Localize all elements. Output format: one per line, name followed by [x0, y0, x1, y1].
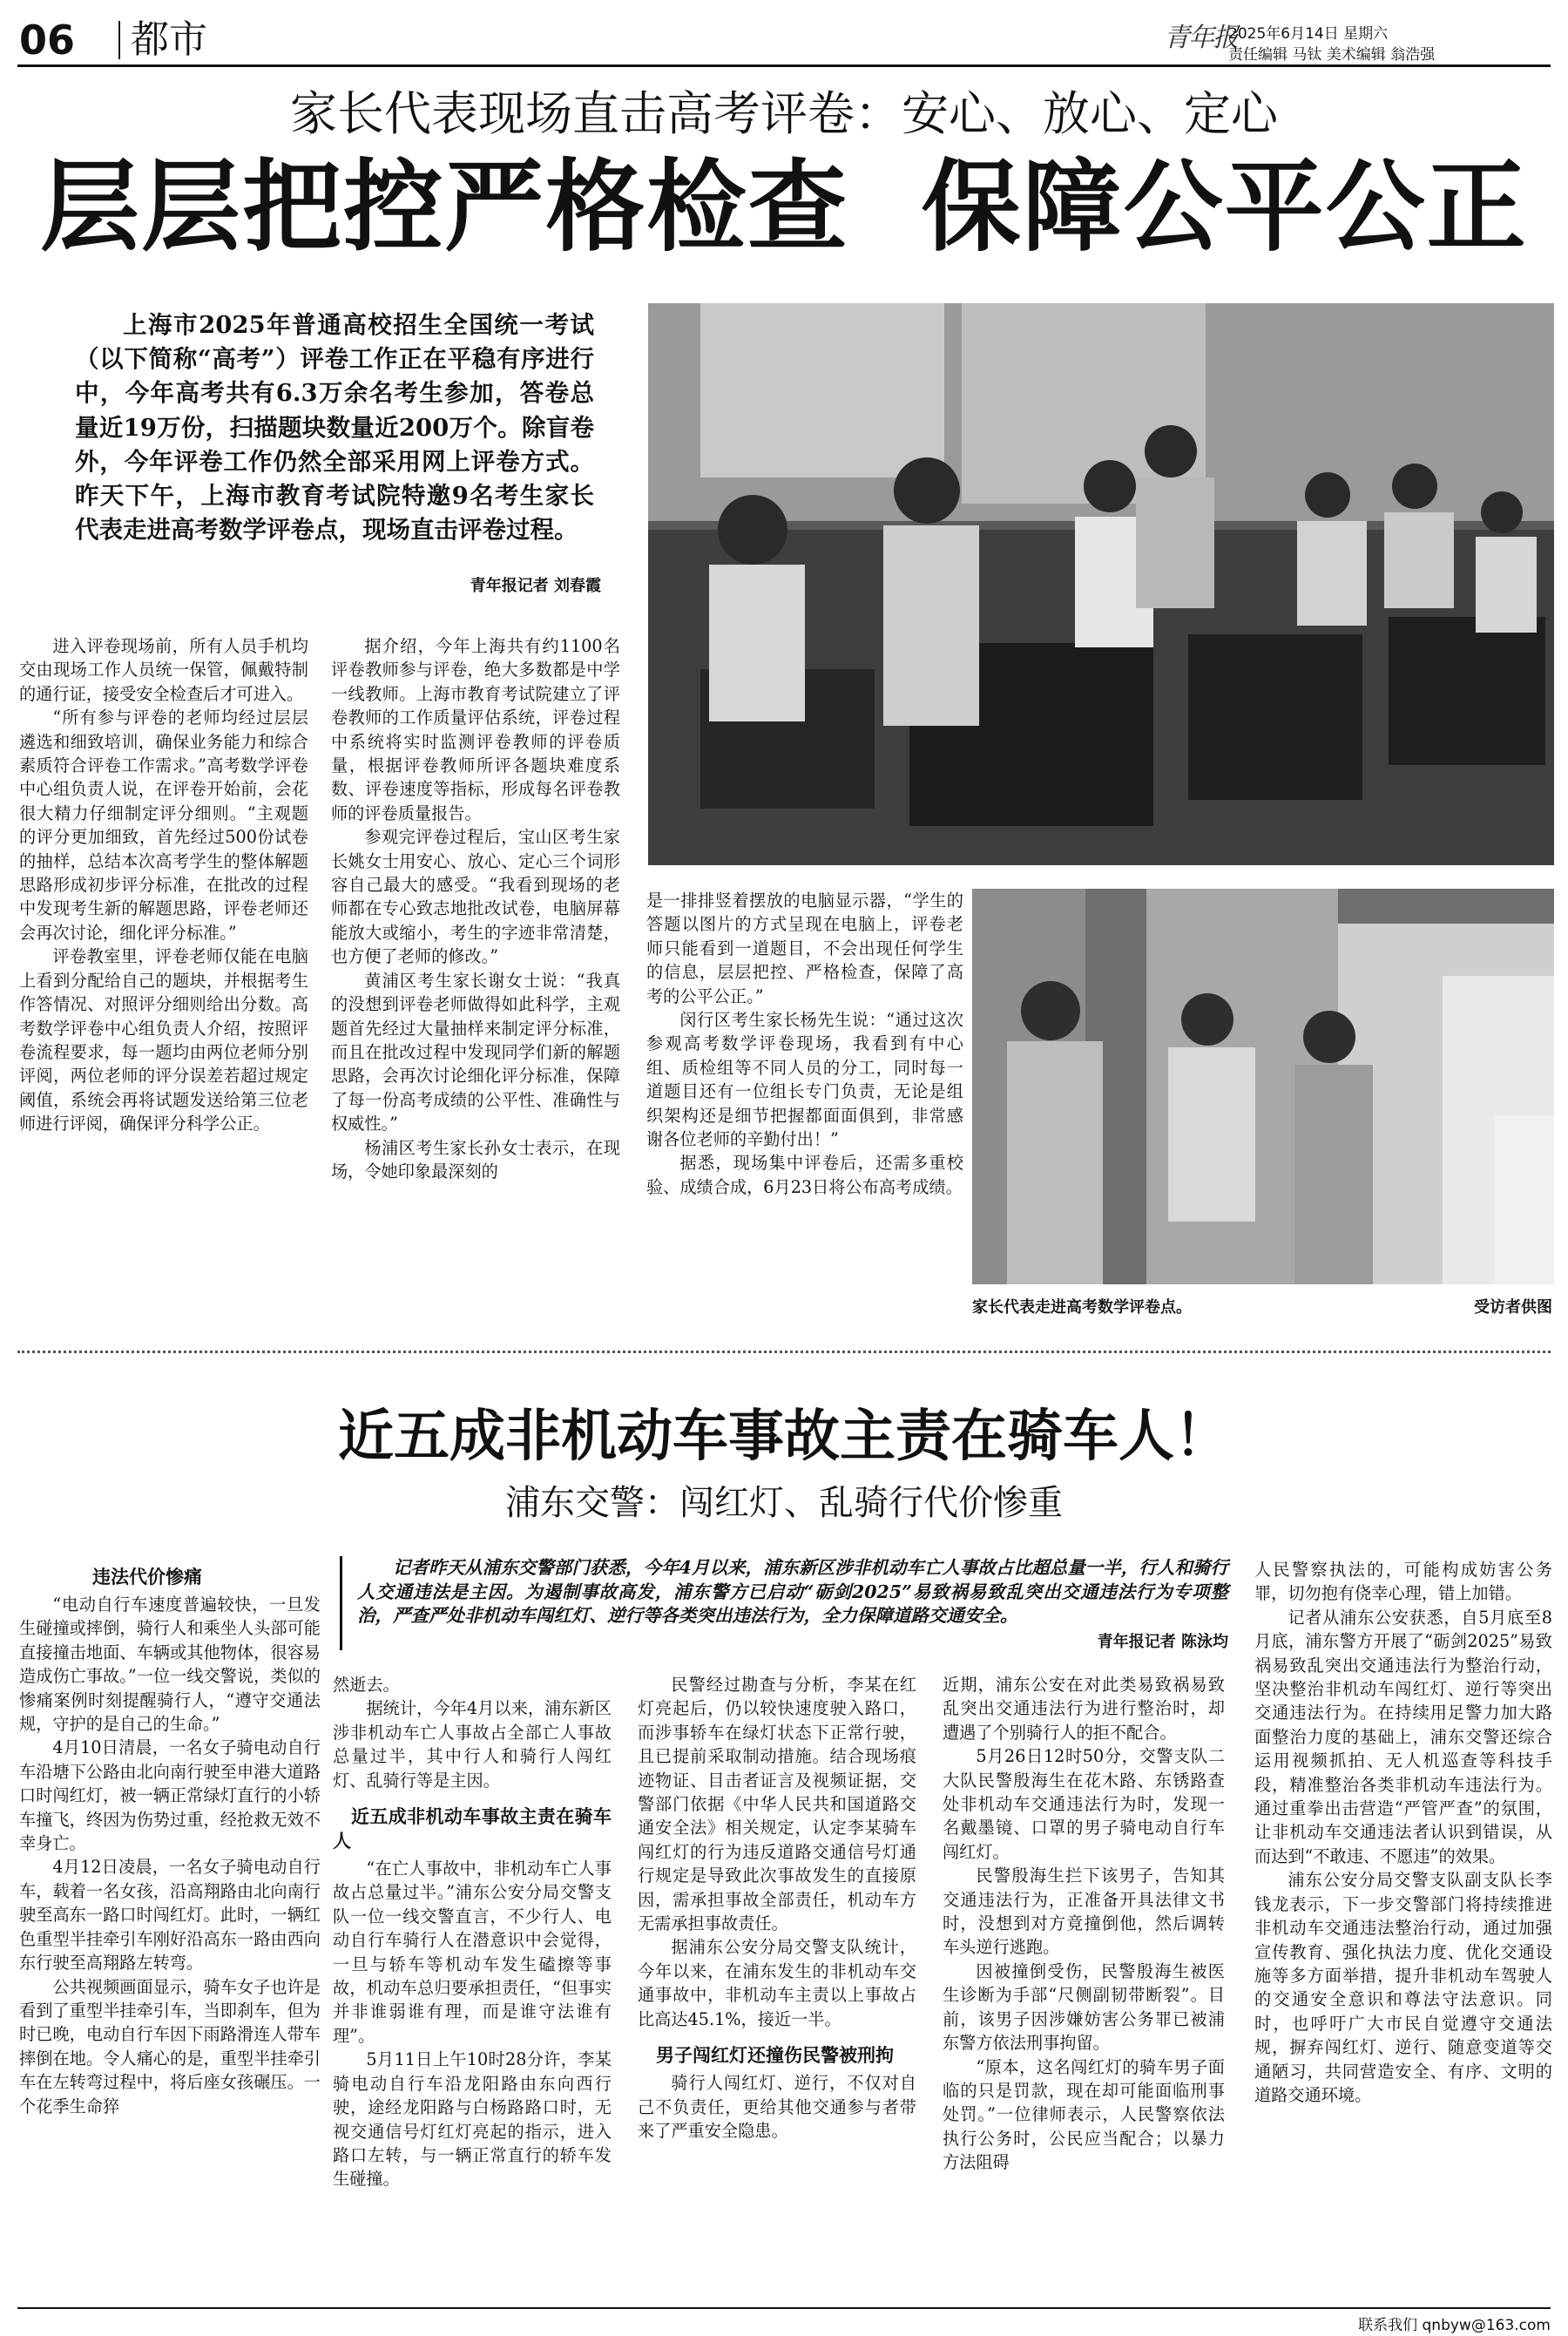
- article2-lead-text: 记者昨天从浦东交警部门获悉，今年4月以来，浦东新区涉非机动车亡人事故占比超总量一半，行人和骑行人交通违法是主因。为遏制事故高发，浦东警方已启动“砺剑2025”易致祸易致乱突出交通违法行为专项整治，严查严处非机动车闯红灯、逆行等各类突出违法行为，全力保障道路交通安全。: [357, 1557, 1228, 1626]
- paragraph: 5月26日12时50分，交警支队二大队民警殷海生在花木路、东锈路查处非机动车交通违法行为时，发现一名戴墨镜、口罩的男子骑电动自行车闯红灯。: [943, 1746, 1225, 1862]
- paragraph: 黄浦区考生家长谢女士说：“我真的没想到评卷老师做得如此科学，主观题首先经过大量抽样来制定评分标准，而且在批改过程中发现同学们新的解题思路，会再次讨论细化评分标准，保障了每一份高考成绩的公平性、准确性与权威性。”: [331, 970, 620, 1134]
- paragraph: 闵行区考生家长杨先生说：“通过这次参观高考数学评卷现场，我看到有中心组、质检组等不同人员的分工，同时每一道题目还有一位组长专门负责，无论是组织架构还是细节把握都面面俱到，非常感谢各位老师的辛勤付出！”: [646, 1010, 963, 1150]
- paragraph: 近期，浦东公安在对此类易致祸易致乱突出交通违法行为进行整治时，却遭遇了个别骑行人的拒不配合。: [943, 1675, 1225, 1743]
- article2-lead: [357, 1556, 1228, 1628]
- header-rule: [17, 64, 1551, 67]
- masthead-logo: 青年报: [1164, 23, 1237, 53]
- photo-caption: 家长代表走进高考数学评卷点。: [972, 1298, 1192, 1317]
- paragraph: 参观完评卷过程后，宝山区考生家长姚女士用安心、放心、定心三个词形容自己最大的感受。“我看到现场的老师都在专心致志地批改试卷，电脑屏幕能放大或缩小，考生的字迹非常清楚，也方便了老师的修改。”: [331, 827, 620, 967]
- article2-headline: 近五成非机动车事故主责在骑车人！: [338, 1405, 1230, 1469]
- paragraph: 据统计，今年4月以来，浦东新区涉非机动车亡人事故占全部亡人事故总量过半，其中行人和骑行人闯红灯、乱骑行等是主因。: [333, 1698, 612, 1791]
- marking-room-photo: [648, 303, 1554, 865]
- subheading: 违法代价惨痛: [92, 1567, 202, 1588]
- paragraph: 人民警察执法的，可能构成妨害公务罪，切勿抱有侥幸心理，错上加错。: [1254, 1560, 1552, 1604]
- article2-byline: 青年报记者 陈泳均: [1097, 1633, 1228, 1651]
- photo-credit: 受访者供图: [1474, 1298, 1552, 1317]
- paragraph: 4月10日清晨，一名女子骑电动自行车沿塘下公路由北向南行驶至申港大道路口时闯红灯，被一辆正常绿灯直行的小轿车撞飞，终因为伤势过重，经抢救无效不幸身亡。: [19, 1737, 321, 1854]
- article2-col1: [19, 1558, 321, 2118]
- paragraph: 据介绍，今年上海共有约1100名评卷教师参与评卷，绝大多数都是中学一线教师。上海市教育考试院建立了评卷教师的工作质量评估系统，评卷过程中系统将实时监测评卷教师的评卷质量，根据评卷教师所评各题块难度系数、评卷速度等指标，形成每名评卷教师的评卷质量报告。: [331, 636, 620, 823]
- subheading: 男子闯红灯还撞伤民警被刑拘: [656, 2045, 894, 2067]
- article1-headline: 层层把控严格检查 保障公平公正: [40, 149, 1528, 265]
- parents-entering-photo-graphic: [972, 889, 1554, 1284]
- paragraph: 民警殷海生拦下该男子，告知其交通违法行为，正准备开具法律文书时，没想到对方竟撞倒他，然后调转车头逆行逃跑。: [943, 1865, 1225, 1958]
- article2-col3: [638, 1673, 916, 2143]
- editors: 责任编辑 马钛 美术编辑 翁浩强: [1228, 46, 1436, 64]
- header-separator: [118, 21, 120, 59]
- article1-lead: [75, 308, 594, 547]
- subheading: 近五成非机动车事故主责在骑车人: [333, 1806, 612, 1852]
- section-divider: [17, 1351, 1551, 1353]
- paragraph: 因被撞倒受伤，民警殷海生被医生诊断为手部“尺侧副韧带断裂”。目前，该男子因涉嫌妨害公务罪已被浦东警方依法刑事拘留。: [943, 1960, 1225, 2054]
- paragraph: 浦东公安分局交警支队副支队长李钱龙表示，下一步交警部门将持续推进非机动车交通违法整治行动，通过加强宣传教育、强化执法力度、优化交通设施等多方面举措，提升非机动车驾驶人的交通安全意识和尊法守法意识。同时，也呼吁广大市民自觉遵守交通法规，摒弃闯红灯、逆行、随意变道等交通陋习，共同营造安全、有序、文明的道路交通环境。: [1254, 1870, 1552, 2105]
- article1-kicker: 家长代表现场直击高考评卷：安心、放心、定心: [290, 86, 1278, 141]
- paragraph: 4月12日凌晨，一名女子骑电动自行车，载着一名女孩，沿高翔路由北向南行驶至高东一路口时闯红灯。此时，一辆红色重型半挂牵引车刚好沿高东一路由西向东行驶至高翔路左转弯。: [19, 1857, 321, 1974]
- paragraph: “所有参与评卷的老师均经过层层遴选和细致培训，确保业务能力和综合素质符合评卷工作需求。”高考数学评卷中心组负责人说，在评卷开始前，会花很大精力仔细制定评分细则。“主观题的评分更加细致，首先经过500份试卷的抽样，总结本次高考学生的整体解题思路形成初步评分标准，在批改的过程中发现考生新的解题思路，评卷老师还会再次讨论，细化评分标准。”: [19, 708, 308, 943]
- parents-entering-photo: [972, 889, 1554, 1284]
- article1-lead-text: 上海市2025年普通高校招生全国统一考试（以下简称“高考”）评卷工作正在平稳有序进行中，今年高考共有6.3万余名考生参加，答卷总量近19万份，扫描题块数量近200万个。除盲卷外，今年评卷工作仍然全部采用网上评卷方式。昨天下午，上海市教育考试院特邀9名考生家长代表走进高考数学评卷点，现场直击评卷过程。: [75, 311, 594, 545]
- page-number: 06: [19, 17, 76, 64]
- issue-date: 2025年6月14日 星期六: [1228, 25, 1389, 43]
- article2-subhead: 浦东交警：闯红灯、乱骑行代价惨重: [505, 1483, 1063, 1523]
- paragraph: “原本，这名闯红灯的骑车男子面临的只是罚款，现在却可能面临刑事处罚。”一位律师表示，人民警察依法执行公务时，公民应当配合；以暴力方法阻碍: [943, 2056, 1225, 2173]
- paragraph: 杨浦区考生家长孙女士表示，在现场，令她印象最深刻的: [331, 1137, 620, 1182]
- paragraph: 据悉，现场集中评卷后，还需多重校验、成绩合成，6月23日将公布高考成绩。: [646, 1153, 963, 1197]
- paragraph: 骑行人闯红灯、逆行，不仅对自己不负责任，更给其他交通参与者带来了严重安全隐患。: [638, 2073, 916, 2141]
- paragraph: 进入评卷现场前，所有人员手机均交由现场工作人员统一保管，佩戴特制的通行证，接受安全检查后才可进入。: [19, 636, 308, 704]
- article1-col1: [19, 634, 308, 1136]
- paragraph: 然逝去。: [333, 1675, 400, 1695]
- lead-left-bar: [340, 1556, 342, 1650]
- paragraph: 公共视频画面显示，骑车女子也许是看到了重型半挂牵引车，当即刹车，但为时已晚，电动自行车因下雨路滑连人带车摔倒在地。令人痛心的是，重型半挂牵引车在左转弯过程中，将后座女孩碾压。一个花季生命猝: [19, 1976, 321, 2116]
- article2-col2: [333, 1673, 612, 2191]
- footer-rule: [17, 2307, 1551, 2309]
- article1-col3: [646, 889, 963, 1199]
- article1-col2: [331, 634, 620, 1183]
- paragraph: 据浦东公安分局交警支队统计，今年以来，在浦东发生的非机动车交通事故中，非机动车主责以上事故占比高达45.1%，接近一半。: [638, 1937, 916, 2029]
- paragraph: “在亡人事故中，非机动车亡人事故占总量过半。”浦东公安分局交警支队一位一线交警直言，不少行人、电动自行车骑行人在潜意识中会觉得，一旦与轿车等机动车发生磕擦等事故，机动车总归要承担责任，“但事实并非谁弱谁有理，而是谁守法谁有理”。: [333, 1859, 612, 2046]
- paragraph: 5月11日上午10时28分许，李某骑电动自行车沿龙阳路由东向西行驶，途经龙阳路与白杨路路口时，无视交通信号灯红灯亮起的指示，进入路口左转，与一辆正常直行的轿车发生碰撞。: [333, 2049, 612, 2190]
- section-name: 都市: [131, 17, 207, 62]
- paragraph: 记者从浦东公安获悉，自5月底至8月底，浦东警方开展了“砺剑2025”易致祸易致乱突出交通违法行为整治行动，坚决整治非机动车闯红灯、逆行等突出交通违法行为。在持续用足警力加大路面整治力度的基础上，浦东交警还综合运用视频抓拍、无人机巡查等科技手段，精准整治各类非机动车违法行为。通过重拳出击营造“严管严查”的氛围，让非机动车交通违法者认识到错误，从而达到“不敢违、不愿违”的效果。: [1254, 1607, 1552, 1866]
- marking-room-photo-graphic: [648, 303, 1554, 865]
- paragraph: 民警经过勘查与分析，李某在红灯亮起后，仍以较快速度驶入路口，而涉事轿车在绿灯状态下正常行驶，且已提前采取制动措施。结合现场痕迹物证、目击者证言及视频证据，交警部门依据《中华人民共和国道路交通安全法》相关规定，认定李某骑车闯红灯的行为违反道路交通信号灯通行规定是导致此次事故发生的直接原因，需承担事故全部责任，机动车方无需承担事故责任。: [638, 1675, 916, 1934]
- paragraph: 评卷教室里，评卷老师仅能在电脑上看到分配给自己的题块，并根据考生作答情况、对照评分细则给出分数。高考数学评卷中心组负责人介绍，按照评卷流程要求，每一题均由两位老师分别评阅，两位老师的评分误差若超过规定阈值，系统会再将试题发送给第三位老师进行评阅，确保评分科学公正。: [19, 946, 308, 1134]
- article2-col5: [1254, 1558, 1552, 2107]
- paragraph: 是一排排竖着摆放的电脑显示器，“学生的答题以图片的方式呈现在电脑上，评卷老师只能看到一道题目，不会出现任何学生的信息，层层把控、严格检查，保障了高考的公平公正。”: [646, 890, 963, 1006]
- paragraph: “电动自行车速度普遍较快，一旦发生碰撞或摔倒，骑行人和乘坐人头部可能直接撞击地面、车辆或其他物体，很容易造成伤亡事故。”一位一线交警说，类似的惨痛案例时刻提醒骑行人，“遵守交通法规，守护的是自己的生命。”: [19, 1595, 321, 1735]
- article2-col4: [943, 1673, 1225, 2175]
- footer-contact: 联系我们 qnbyw@163.com: [1358, 2317, 1551, 2334]
- article1-byline: 青年报记者 刘春霞: [470, 577, 601, 595]
